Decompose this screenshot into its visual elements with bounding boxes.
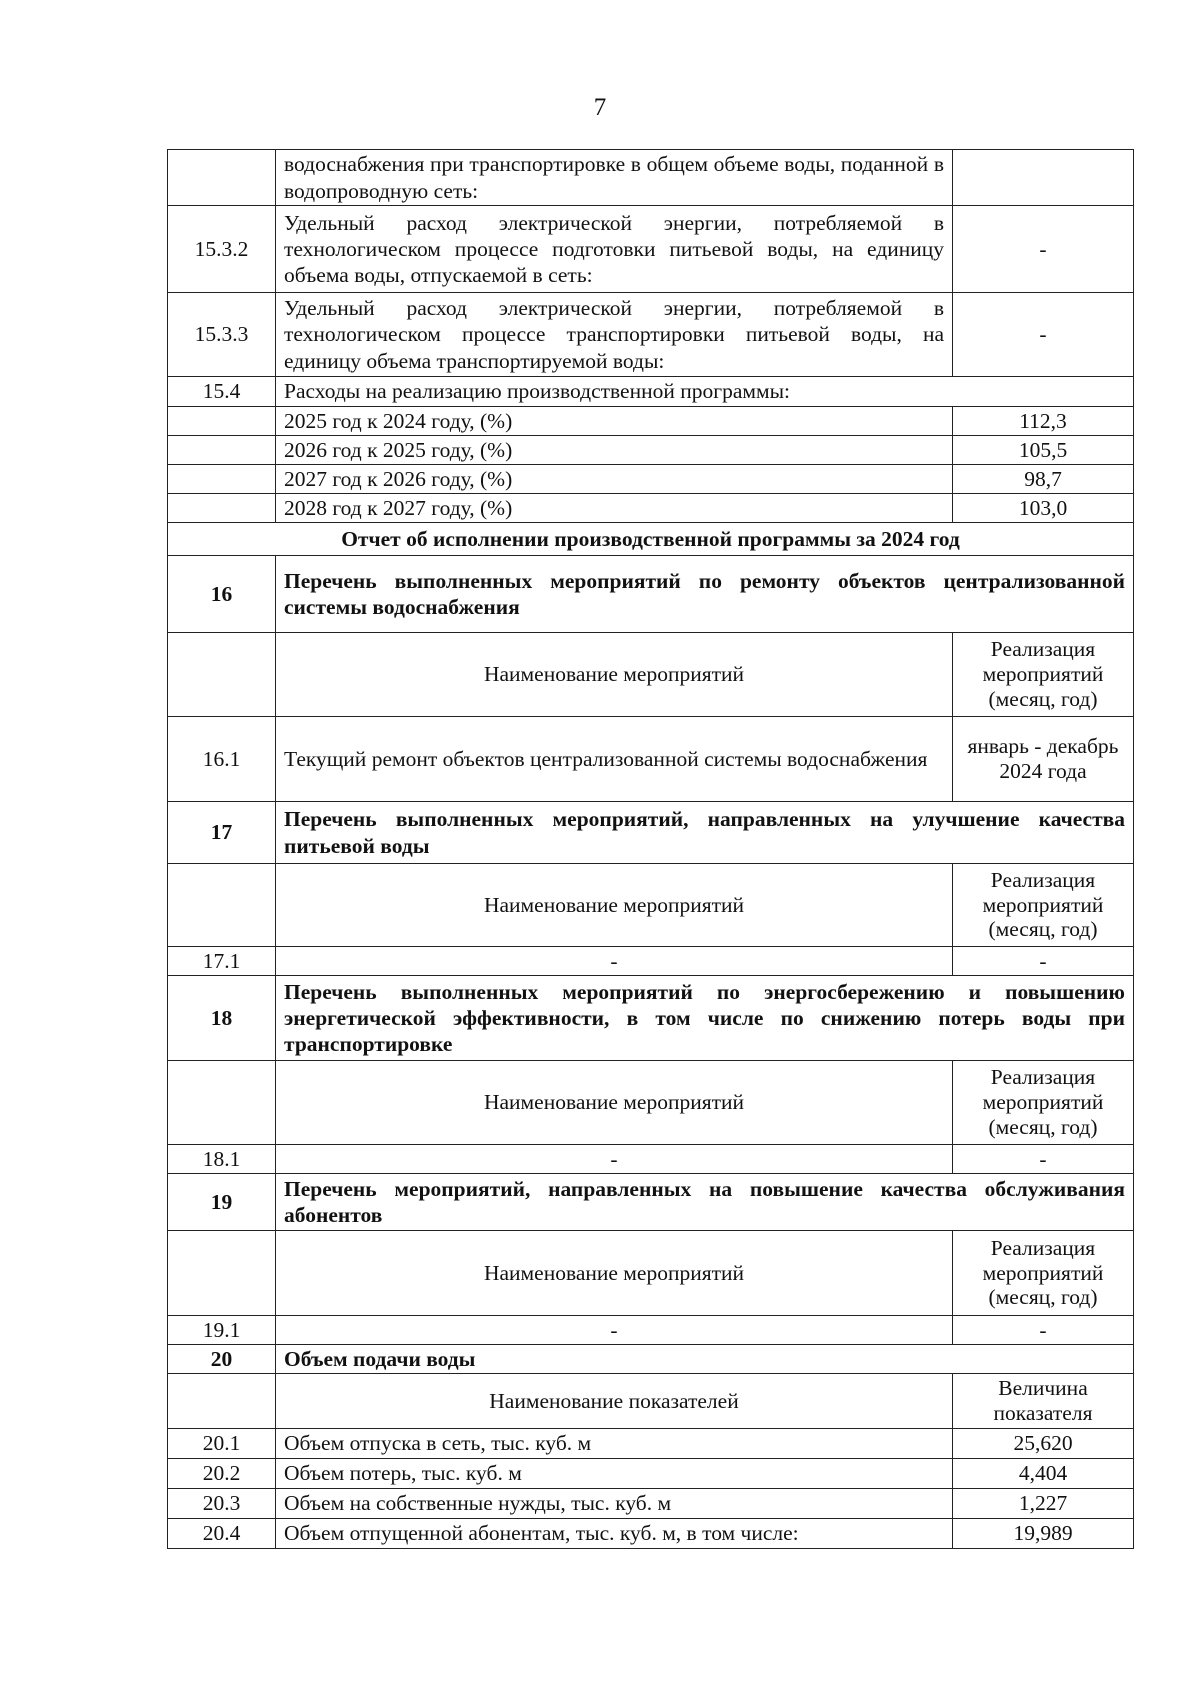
row-text: Удельный расход электрической энергии, потребляемой в технологическом процессе подготовки питьевой воды, на единицу объема воды, отпускаемой в сеть: — [276, 206, 953, 293]
section-number: 20 — [168, 1345, 276, 1374]
row-value: 4,404 — [953, 1459, 1134, 1489]
row-value: 19,989 — [953, 1519, 1134, 1549]
empty-cell — [168, 633, 276, 717]
column-header-value: Реализация мероприятий (месяц, год) — [953, 864, 1134, 947]
row-number — [168, 150, 276, 206]
column-header-value: Реализация мероприятий (месяц, год) — [953, 633, 1134, 717]
table-row — [168, 1316, 1134, 1345]
empty-cell — [168, 864, 276, 947]
row-text: Удельный расход электрической энергии, потребляемой в технологическом процессе транспортировки питьевой воды, на единицу объема транспортируемой воды: — [276, 293, 953, 377]
page-number: 7 — [593, 94, 607, 121]
row-value: 98,7 — [953, 465, 1134, 494]
section-header — [168, 802, 1134, 864]
row-text: - — [276, 947, 953, 976]
row-text: Объем отпуска в сеть, тыс. куб. м — [276, 1429, 953, 1459]
column-header-name: Наименование мероприятий — [276, 864, 953, 947]
row-text: Объем потерь, тыс. куб. м — [276, 1459, 953, 1489]
row-number: 17.1 — [168, 947, 276, 976]
row-text: 2025 год к 2024 году, (%) — [276, 407, 953, 436]
empty-cell — [168, 1374, 276, 1429]
column-header-name: Наименование мероприятий — [276, 1061, 953, 1145]
row-text: 2028 год к 2027 году, (%) — [276, 494, 953, 523]
section-header — [168, 1345, 1134, 1374]
table-row — [168, 494, 1134, 523]
column-header-name: Наименование показателей — [276, 1374, 953, 1429]
table-row — [168, 1429, 1134, 1459]
table-row — [168, 1489, 1134, 1519]
column-header-value: Величина показателя — [953, 1374, 1134, 1429]
row-value: 105,5 — [953, 436, 1134, 465]
row-number: 19.1 — [168, 1316, 276, 1345]
table-row — [168, 947, 1134, 976]
row-number: 20.4 — [168, 1519, 276, 1549]
section-header — [168, 976, 1134, 1061]
table-row — [168, 717, 1134, 802]
table-row — [168, 150, 1134, 206]
row-value — [953, 150, 1134, 206]
program-table — [167, 149, 1134, 1549]
row-text: - — [276, 1316, 953, 1345]
row-value: - — [953, 947, 1134, 976]
table-row — [168, 377, 1134, 407]
table-row — [168, 1519, 1134, 1549]
row-text: Объем отпущенной абонентам, тыс. куб. м, в том числе: — [276, 1519, 953, 1549]
column-header-row — [168, 633, 1134, 717]
row-value: 1,227 — [953, 1489, 1134, 1519]
empty-cell — [168, 1231, 276, 1316]
row-text: 2026 год к 2025 году, (%) — [276, 436, 953, 465]
row-value: январь - декабрь 2024 года — [953, 717, 1134, 802]
row-value: 103,0 — [953, 494, 1134, 523]
row-number — [168, 407, 276, 436]
section-title: Перечень выполненных мероприятий по энергосбережению и повышению энергетической эффективности, в том числе по снижению потерь воды при транспортировке — [276, 976, 1134, 1061]
table-row — [168, 293, 1134, 377]
section-header — [168, 1174, 1134, 1231]
row-value: 25,620 — [953, 1429, 1134, 1459]
column-header-value: Реализация мероприятий (месяц, год) — [953, 1061, 1134, 1145]
row-text: 2027 год к 2026 году, (%) — [276, 465, 953, 494]
table-row — [168, 436, 1134, 465]
table-row — [168, 465, 1134, 494]
section-title: Объем подачи воды — [276, 1345, 1134, 1374]
column-header-name: Наименование мероприятий — [276, 633, 953, 717]
section-number: 18 — [168, 976, 276, 1061]
row-value: 112,3 — [953, 407, 1134, 436]
row-value: - — [953, 1316, 1134, 1345]
column-header-row — [168, 1231, 1134, 1316]
row-number: 20.1 — [168, 1429, 276, 1459]
row-number — [168, 465, 276, 494]
empty-cell — [168, 1061, 276, 1145]
column-header-value: Реализация мероприятий (месяц, год) — [953, 1231, 1134, 1316]
section-title: Перечень выполненных мероприятий по ремонту объектов централизованной системы водоснабжения — [276, 556, 1134, 633]
row-number: 15.4 — [168, 377, 276, 407]
row-text: Объем на собственные нужды, тыс. куб. м — [276, 1489, 953, 1519]
section-number: 17 — [168, 802, 276, 864]
table-row — [168, 407, 1134, 436]
column-header-row — [168, 864, 1134, 947]
row-number: 18.1 — [168, 1145, 276, 1174]
column-header-row — [168, 1374, 1134, 1429]
report-title: Отчет об исполнении производственной программы за 2024 год — [168, 523, 1134, 556]
table-row — [168, 1145, 1134, 1174]
row-number: 15.3.3 — [168, 293, 276, 377]
row-number — [168, 436, 276, 465]
report-title-row — [168, 523, 1134, 556]
column-header-name: Наименование мероприятий — [276, 1231, 953, 1316]
row-number: 20.2 — [168, 1459, 276, 1489]
row-text: Текущий ремонт объектов централизованной системы водоснабжения — [276, 717, 953, 802]
row-value: - — [953, 1145, 1134, 1174]
section-header — [168, 556, 1134, 633]
row-value: - — [953, 206, 1134, 293]
section-number: 19 — [168, 1174, 276, 1231]
column-header-row — [168, 1061, 1134, 1145]
row-number: 16.1 — [168, 717, 276, 802]
table-row — [168, 1459, 1134, 1489]
table-row — [168, 206, 1134, 293]
section-number: 16 — [168, 556, 276, 633]
row-text: - — [276, 1145, 953, 1174]
section-title: Перечень мероприятий, направленных на повышение качества обслуживания абонентов — [276, 1174, 1134, 1231]
row-text: водоснабжения при транспортировке в общем объеме воды, поданной в водопроводную сеть: — [276, 150, 953, 206]
row-value: - — [953, 293, 1134, 377]
section-title: Перечень выполненных мероприятий, направленных на улучшение качества питьевой воды — [276, 802, 1134, 864]
row-number: 15.3.2 — [168, 206, 276, 293]
row-number: 20.3 — [168, 1489, 276, 1519]
row-text: Расходы на реализацию производственной программы: — [276, 377, 1134, 407]
row-number — [168, 494, 276, 523]
